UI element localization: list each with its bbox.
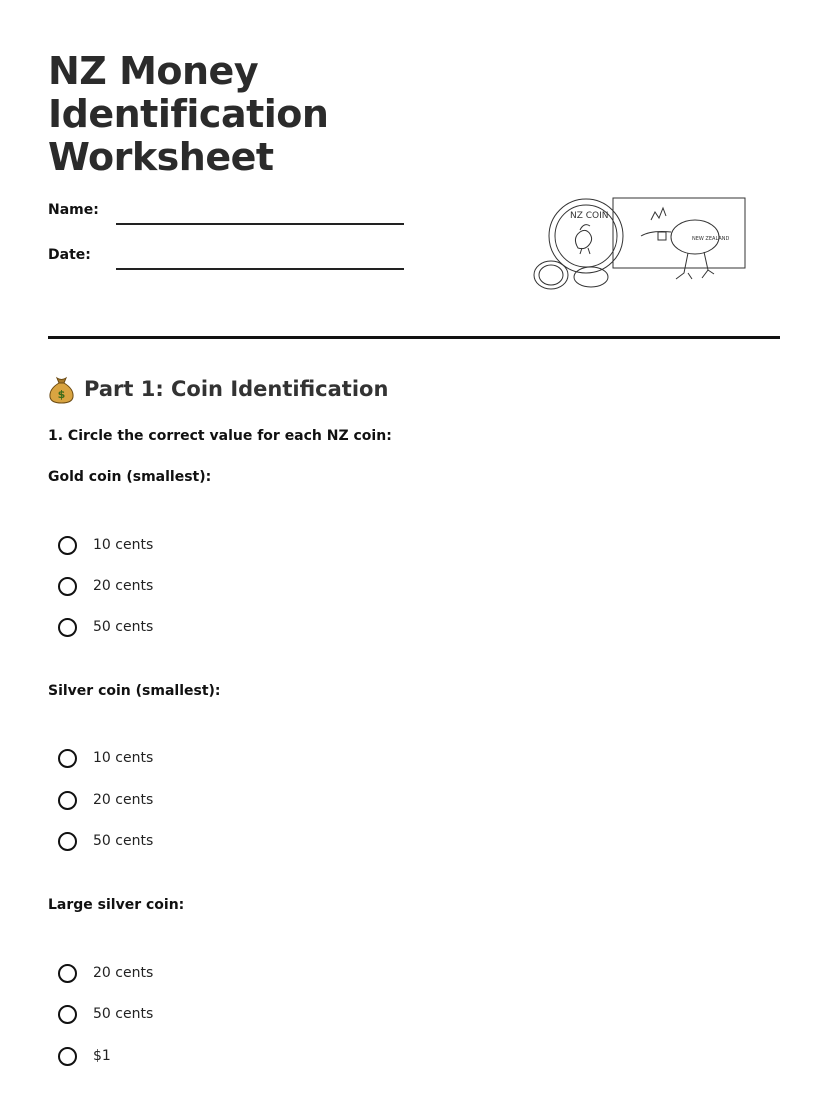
money-bag-icon [48,374,75,404]
worksheet-title [48,50,468,179]
title-line-3: Worksheet [48,135,274,179]
option-silver-10-cents[interactable] [58,746,153,770]
radio-circle[interactable] [58,832,77,851]
option-gold-20-cents[interactable] [58,574,153,598]
name-line [116,223,404,225]
radio-circle[interactable] [58,1047,77,1066]
radio-circle[interactable] [58,618,77,637]
option-large-1-dollar[interactable] [58,1044,111,1068]
option-large-50-cents[interactable] [58,1002,153,1026]
option-gold-10-cents[interactable] [58,533,153,557]
group-title-gold-coin: Gold coin (smallest): [48,469,212,485]
group-title-silver-small-coin: Silver coin (smallest): [48,683,221,699]
coin-text: NZ COIN [570,211,609,221]
title-line-2: Identification [48,92,329,136]
date-label: Date: [48,247,91,263]
option-silver-50-cents[interactable] [58,829,153,853]
part1-title: Part 1: Coin Identification [84,377,389,401]
option-label: 50 cents [93,833,154,849]
radio-circle[interactable] [58,749,77,768]
svg-text:$: $ [57,388,66,401]
group-title-large-silver-coin: Large silver coin: [48,897,185,913]
option-label: 50 cents [93,619,154,635]
option-label: 50 cents [93,1006,154,1022]
part1-heading [48,373,388,405]
radio-circle[interactable] [58,1005,77,1024]
radio-circle[interactable] [58,577,77,596]
option-label: 20 cents [93,965,154,981]
coin-and-kiwi-illustration [530,190,750,295]
name-label: Name: [48,202,99,218]
radio-circle[interactable] [58,791,77,810]
question-1: 1. Circle the correct value for each NZ coin: [48,428,392,444]
option-label: 10 cents [93,750,154,766]
radio-circle[interactable] [58,536,77,555]
date-line [116,268,404,270]
option-label: 20 cents [93,578,154,594]
option-label: 10 cents [93,537,154,553]
option-gold-50-cents[interactable] [58,615,153,639]
option-large-20-cents[interactable] [58,961,153,985]
note-text: NEW ZEALAND [692,236,730,242]
title-line-1: NZ Money [48,49,259,93]
option-silver-20-cents[interactable] [58,788,153,812]
radio-circle[interactable] [58,964,77,983]
option-label: 20 cents [93,792,154,808]
option-label: $1 [93,1048,111,1064]
header-divider [48,336,780,339]
